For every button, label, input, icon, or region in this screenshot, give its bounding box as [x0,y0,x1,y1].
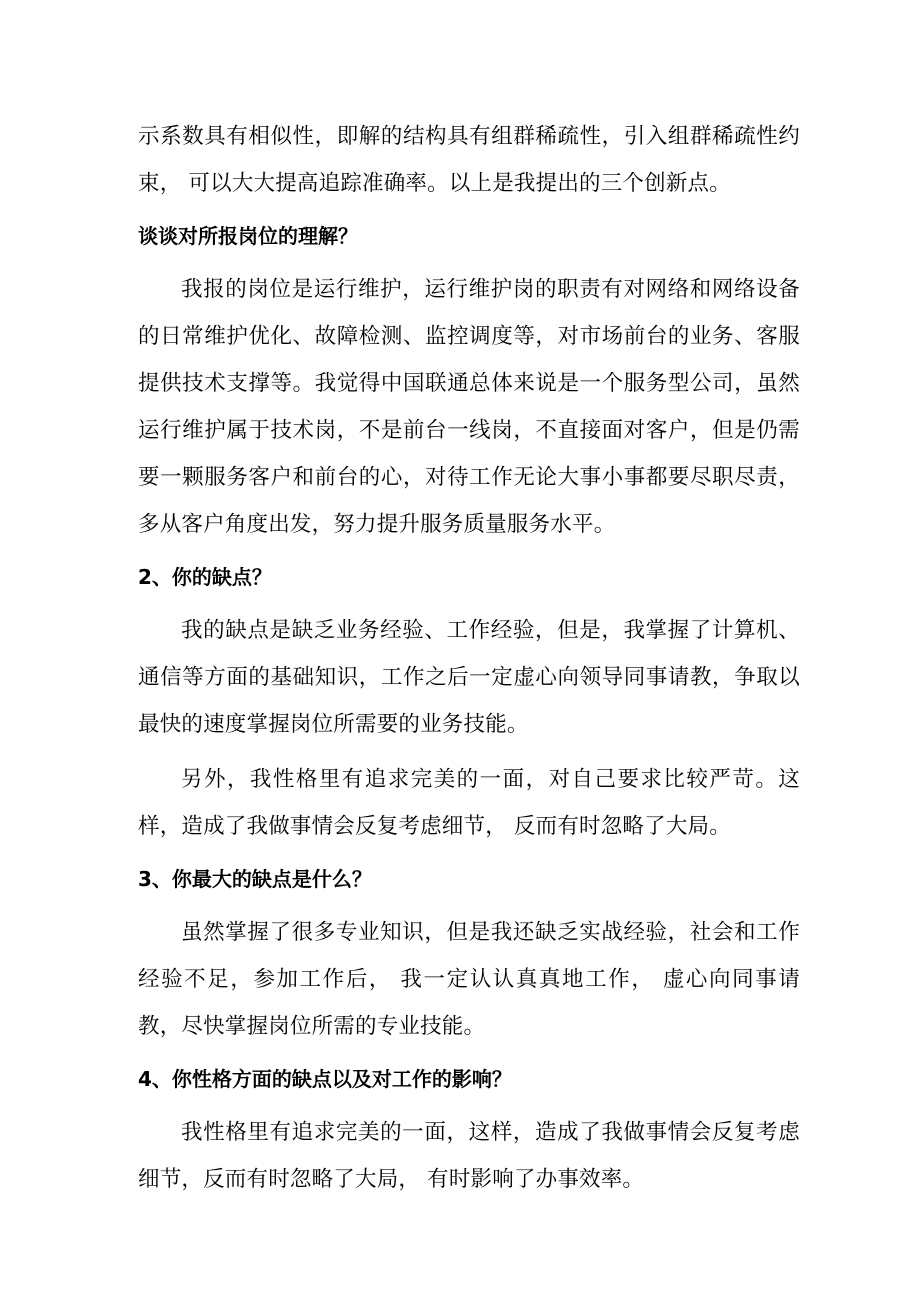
heading-personality-weakness: 4、你性格方面的缺点以及对工作的影响？ [138,1067,512,1091]
paragraph-intro-continuation: 示系数具有相似性，即解的结构具有组群稀疏性，引入组群稀疏性约束， 可以大大提高追踪准确率。以上是我提出的三个创新点。 [138,124,800,196]
heading-position-understanding: 谈谈对所报岗位的理解？ [138,224,358,248]
paragraph-position-understanding: 我报的岗位是运行维护，运行维护岗的职责有对网络和网络设备的日常维护优化、故障检测、监控调度等，对市场前台的业务、客服提供技术支撑等。我觉得中国联通总体来说是一个服务型公司，虽然运行维护属于技术岗，不是前台一线岗，不直接面对客户，但是仍需要一颗服务客户和前台的心，对待工作无论大事小事都要尽职尽责，多从客户角度出发，努力提升服务质量服务水平。 [138,277,800,537]
paragraph-weakness-additional: 另外，我性格里有追求完美的一面，对自己要求比较严苛。这样，造成了我做事情会反复考虑细节， 反而有时忽略了大局。 [138,767,800,839]
paragraph-biggest-weakness: 虽然掌握了很多专业知识，但是我还缺乏实战经验，社会和工作经验不足，参加工作后， 我一定认认真真地工作， 虚心向同事请教，尽快掌握岗位所需的专业技能。 [138,920,800,1039]
paragraph-weakness: 我的缺点是缺乏业务经验、工作经验，但是，我掌握了计算机、通信等方面的基础知识，工作之后一定虚心向领导同事请教，争取以最快的速度掌握岗位所需要的业务技能。 [138,618,800,737]
heading-weakness: 2、你的缺点？ [138,565,272,589]
paragraph-personality-weakness: 我性格里有追求完美的一面，这样，造成了我做事情会反复考虑细节，反而有时忽略了大局， 有时影响了办事效率。 [138,1120,800,1192]
heading-biggest-weakness: 3、你最大的缺点是什么？ [138,867,372,891]
document-page [138,113,800,1203]
